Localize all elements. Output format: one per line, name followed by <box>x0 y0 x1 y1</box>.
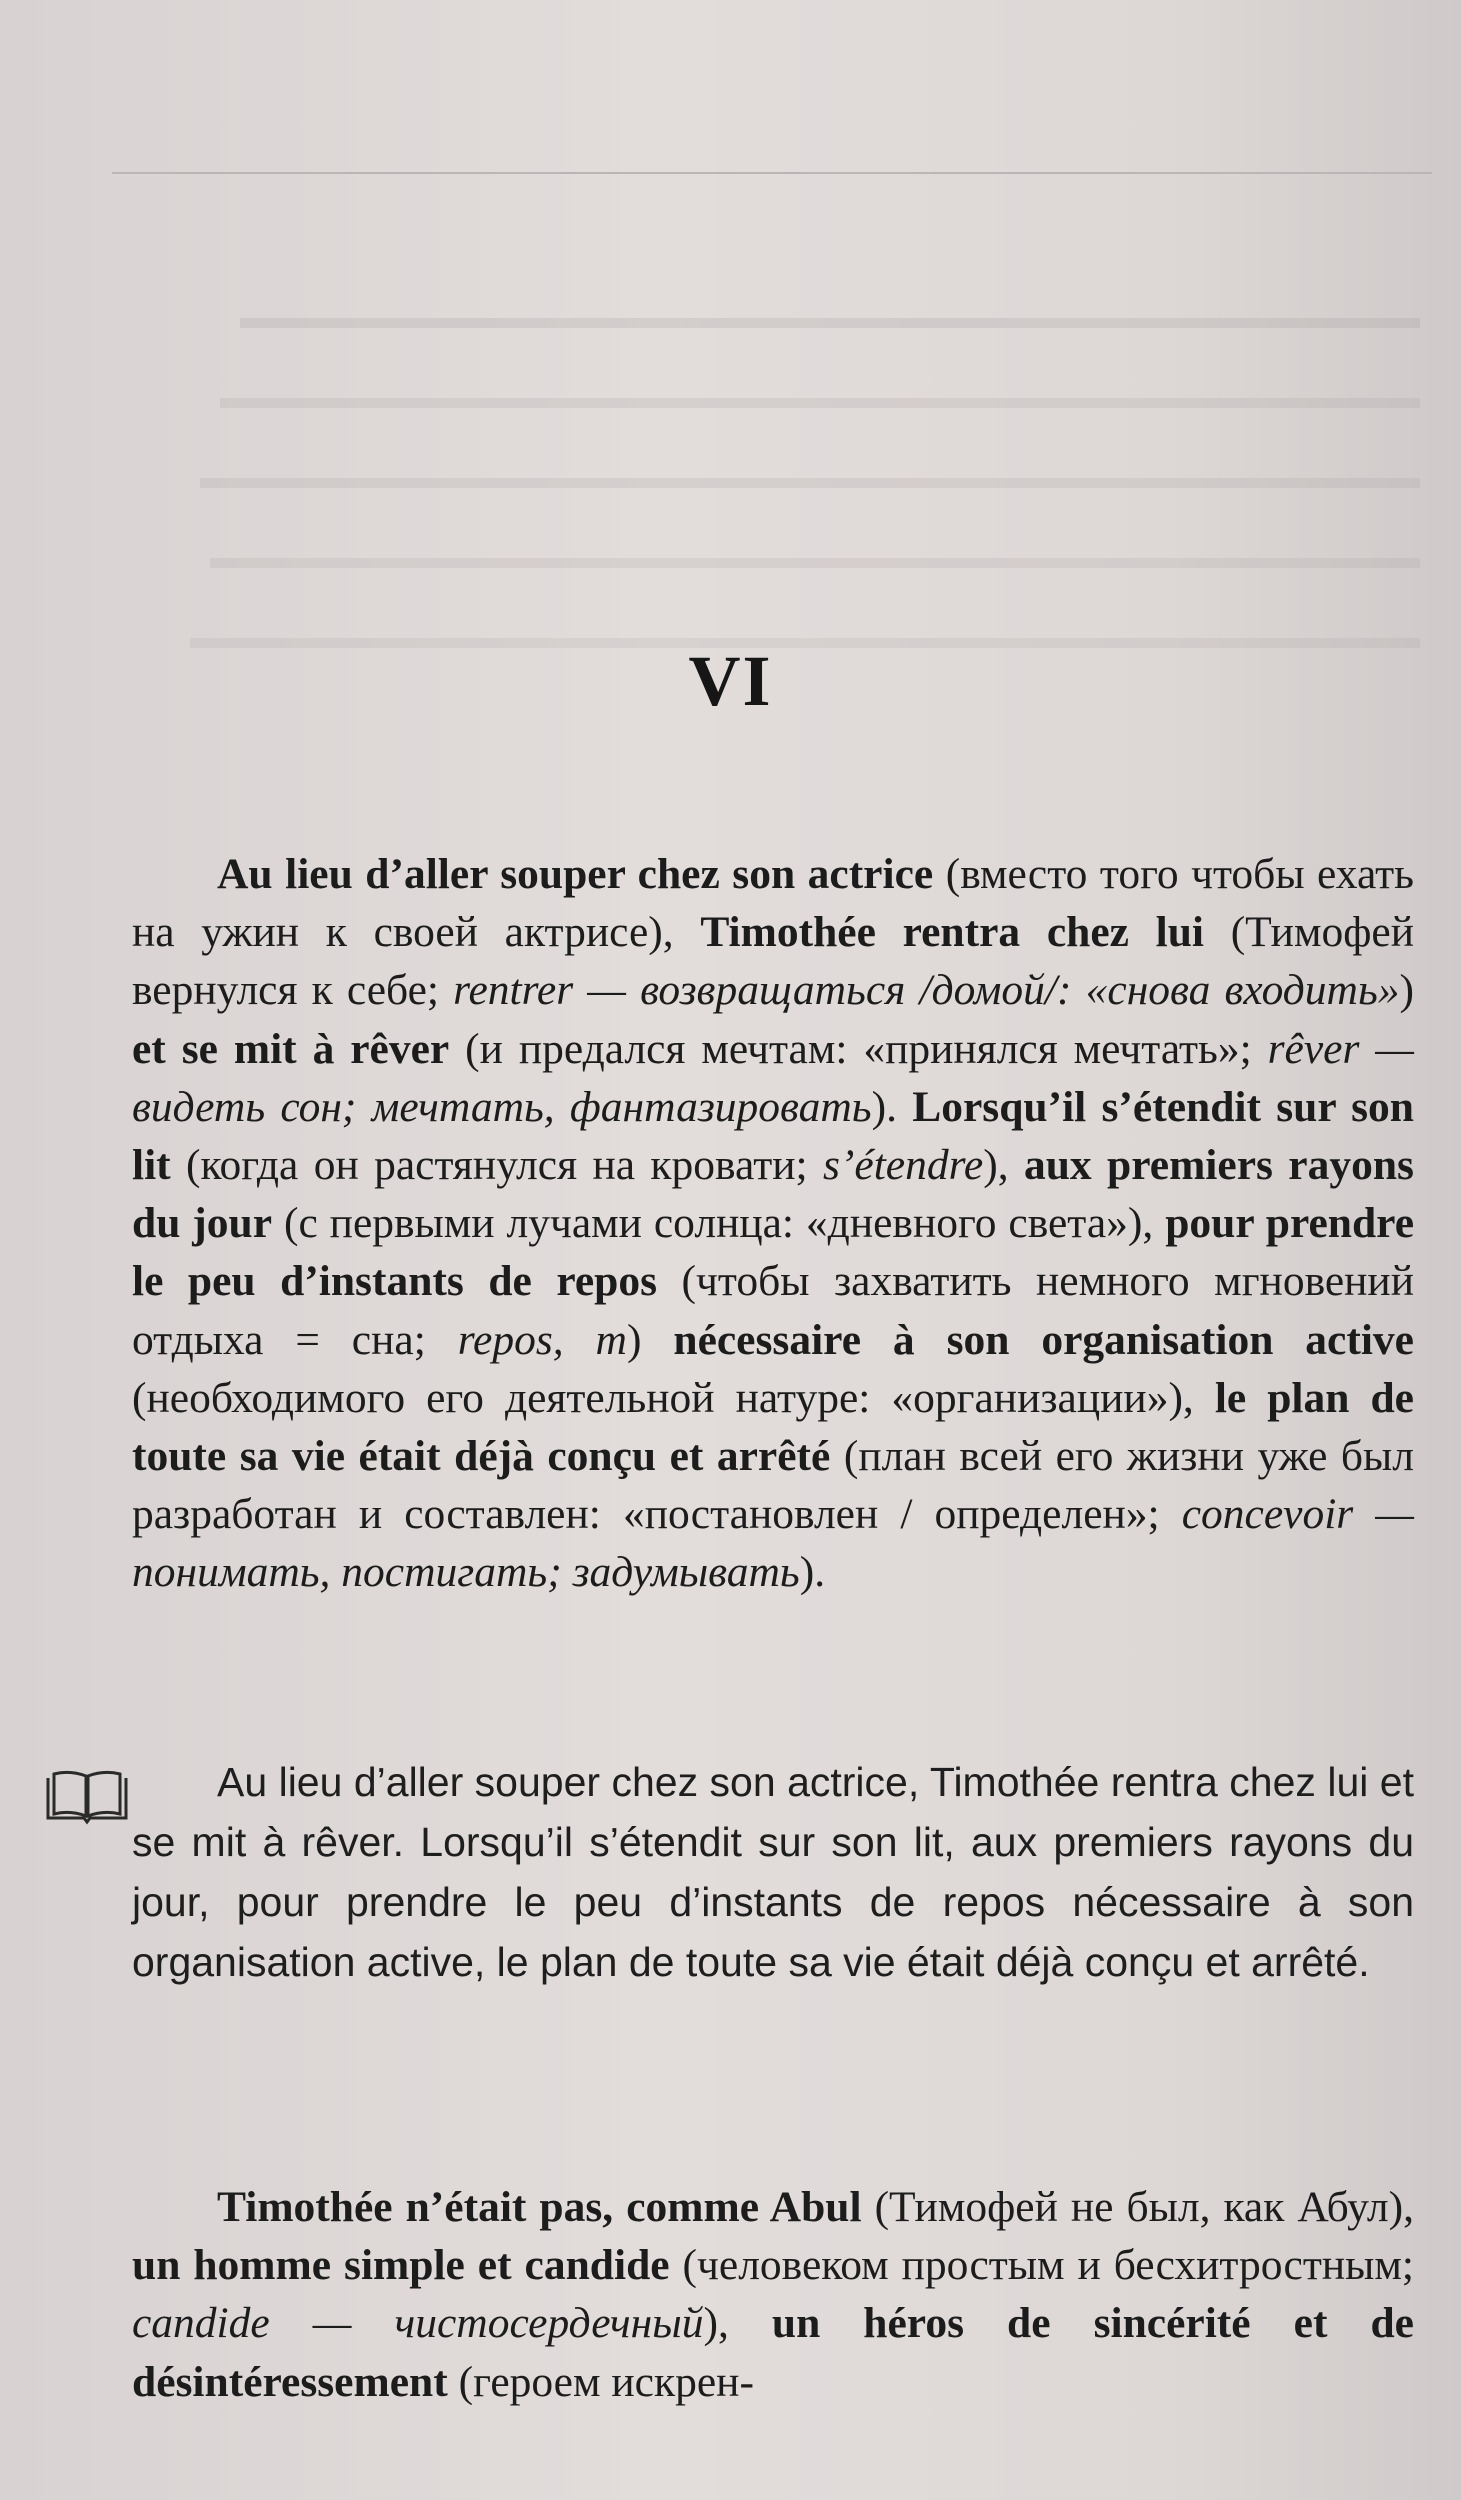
reading-text: Au lieu d’aller souper chez son actrice, Timothée rentra chez lui et se mit à rêver. Lorsqu’il s’étendit sur son lit, aux premiers rayons du jour, pour prendre le peu d’instants de repos nécessaire à son organisation active, le plan de toute sa vie était déjà conçu et arrêté. <box>132 1759 1414 1985</box>
ru-gloss: (с первыми лучами солнца: «дневного света»), <box>272 1199 1166 1248</box>
ru-gloss-italic: concevoir — понимать, постигать; задумывать <box>132 1490 1414 1597</box>
fr-phrase: nécessaire à son organisation active <box>673 1315 1414 1364</box>
ru-gloss: (необходимого его деятельной натуре: «организации»), <box>132 1373 1215 1422</box>
ru-gloss-italic: s’étendre <box>822 1141 984 1190</box>
ru-gloss: (героем искрен- <box>447 2357 754 2406</box>
fr-phrase: Timothée rentra chez lui <box>700 908 1205 957</box>
fr-phrase: Timothée n’était pas, comme Abul <box>217 2183 862 2231</box>
fr-phrase: un héros de sincérité et de désintéressement <box>132 2299 1414 2406</box>
ru-gloss: ) <box>626 1315 674 1364</box>
fr-phrase: aux premiers rayons du jour <box>132 1141 1414 1248</box>
ru-gloss-italic: candide — чистосердечный <box>132 2299 704 2348</box>
fr-phrase: le plan de toute sa vie était déjà conçu et arrêté <box>132 1373 1414 1481</box>
fr-phrase: Au lieu d’aller souper chez son actrice <box>217 850 934 898</box>
annotated-paragraph-2 <box>132 2178 1414 2411</box>
ru-gloss: (Тимофей вернулся к себе; <box>132 908 1415 1015</box>
fr-phrase: un homme simple et candide <box>132 2241 670 2290</box>
open-book-icon <box>42 1768 132 1826</box>
fr-phrase: pour prendre le peu d’instants de repos <box>132 1199 1414 1306</box>
ru-gloss-italic: rêver — видеть сон; мечтать, фантазировать <box>132 1024 1414 1131</box>
fr-phrase: Lorsqu’il s’étendit sur son lit <box>132 1082 1414 1190</box>
ru-gloss: (человеком простым и бесхитростным; <box>669 2241 1414 2290</box>
fr-phrase: et se mit à rêver <box>132 1024 450 1073</box>
chapter-numeral: VI <box>688 641 773 721</box>
ru-gloss: ), <box>983 1141 1024 1190</box>
ru-gloss: ). <box>871 1082 913 1131</box>
ru-gloss: (чтобы захватить немного мгновений отдыха = сна; <box>132 1257 1414 1364</box>
ru-gloss: (когда он растянулся на кровати; <box>170 1141 823 1190</box>
annotated-paragraph-1 <box>132 845 1414 1602</box>
ru-gloss: ), <box>703 2299 772 2348</box>
ru-gloss: (и предался мечтам: «принялся мечтать»; <box>449 1024 1268 1073</box>
ru-gloss-italic: repos, m <box>457 1315 627 1364</box>
ru-gloss: (вместо того чтобы ехать на ужин к своей актрисе), <box>132 850 1414 957</box>
ru-gloss: ). <box>799 1548 826 1597</box>
ru-gloss: (Тимофей не был, как Абул), <box>861 2183 1414 2231</box>
ru-gloss-italic: rentrer — возвращаться /домой/: «снова входить» <box>453 966 1400 1015</box>
running-header-rule <box>112 172 1432 174</box>
ru-gloss: (план всей его жизни уже был разработан и составлен: «постановлен / определен»; <box>132 1432 1414 1539</box>
ru-gloss: ) <box>1399 966 1415 1015</box>
reading-paragraph-1 <box>132 1752 1414 1992</box>
